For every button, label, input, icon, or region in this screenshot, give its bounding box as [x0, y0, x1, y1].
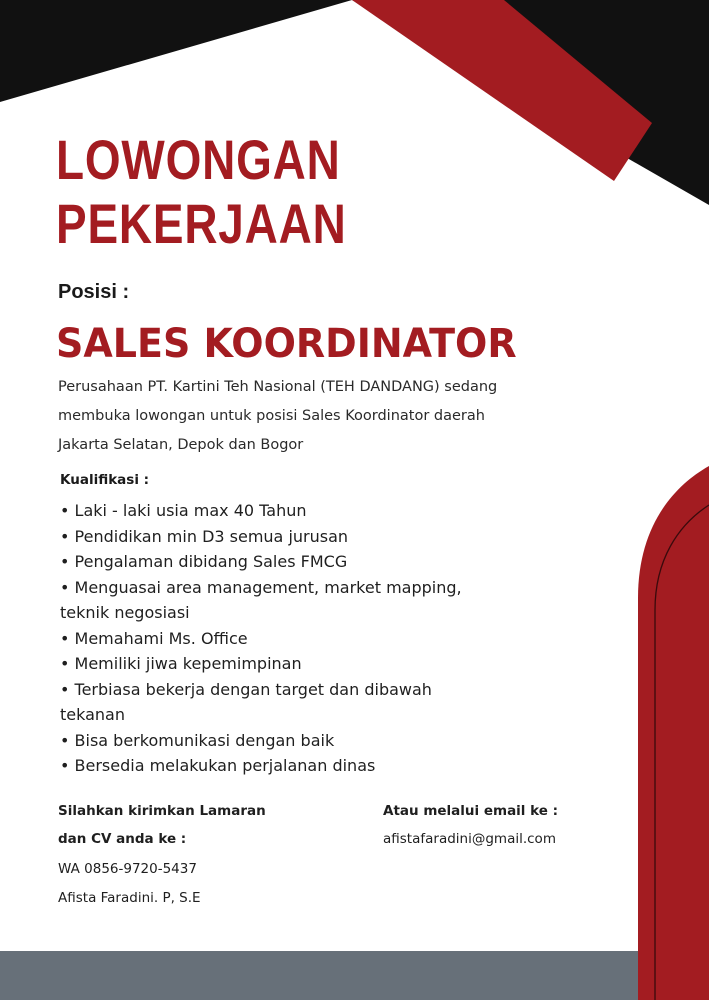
position-name: SALES KOORDINATOR [56, 321, 517, 367]
qualification-item: • Pengalaman dibidang Sales FMCG [60, 552, 348, 571]
qualification-item: • Laki - laki usia max 40 Tahun [60, 501, 307, 520]
company-description [58, 373, 578, 460]
application-instructions [58, 797, 318, 913]
email-address: afistafaradini@gmail.com [383, 831, 556, 847]
qualification-list [60, 498, 520, 779]
description-line: membuka lowongan untuk posisi Sales Koordinator daerah [58, 408, 485, 424]
qualification-item: • Memahami Ms. Office [60, 628, 248, 648]
apply-line-2: dan CV anda ke : [58, 831, 187, 847]
footer-band [0, 951, 709, 1000]
description-line: Perusahaan PT. Kartini Teh Nasional (TEH DANDANG) sedang [58, 379, 498, 395]
title-line-1: LOWONGAN [56, 128, 341, 191]
qualification-item: • Bisa berkomunikasi dengan baik [60, 730, 335, 750]
position-label: Posisi : [58, 281, 130, 303]
qualification-item: • Memiliki jiwa kepemimpinan [60, 654, 302, 673]
email-label: Atau melalui email ke : [383, 803, 559, 819]
qualification-item: • Terbiasa bekerja dengan target dan dibawah [60, 679, 432, 699]
qualification-item: • Pendidikan min D3 semua jurusan [60, 526, 349, 546]
qualification-item: tekanan [60, 705, 125, 724]
description-line: Jakarta Selatan, Depok dan Bogor [58, 437, 304, 453]
email-section [383, 797, 623, 853]
apply-line-1: Silahkan kirimkan Lamaran [58, 803, 266, 819]
job-vacancy-title [56, 128, 351, 256]
red-arch-door [638, 466, 709, 1000]
contact-name: Afista Faradini. P, S.E [58, 890, 201, 906]
whatsapp-number: WA 0856-9720-5437 [58, 861, 197, 877]
qualification-heading: Kualifikasi : [60, 472, 150, 488]
qualification-item: teknik negosiasi [60, 603, 190, 622]
qualification-item: • Bersedia melakukan perjalanan dinas [60, 756, 376, 775]
title-line-2: PEKERJAAN [56, 192, 347, 255]
qualification-item: • Menguasai area management, market mapping, [60, 577, 462, 597]
